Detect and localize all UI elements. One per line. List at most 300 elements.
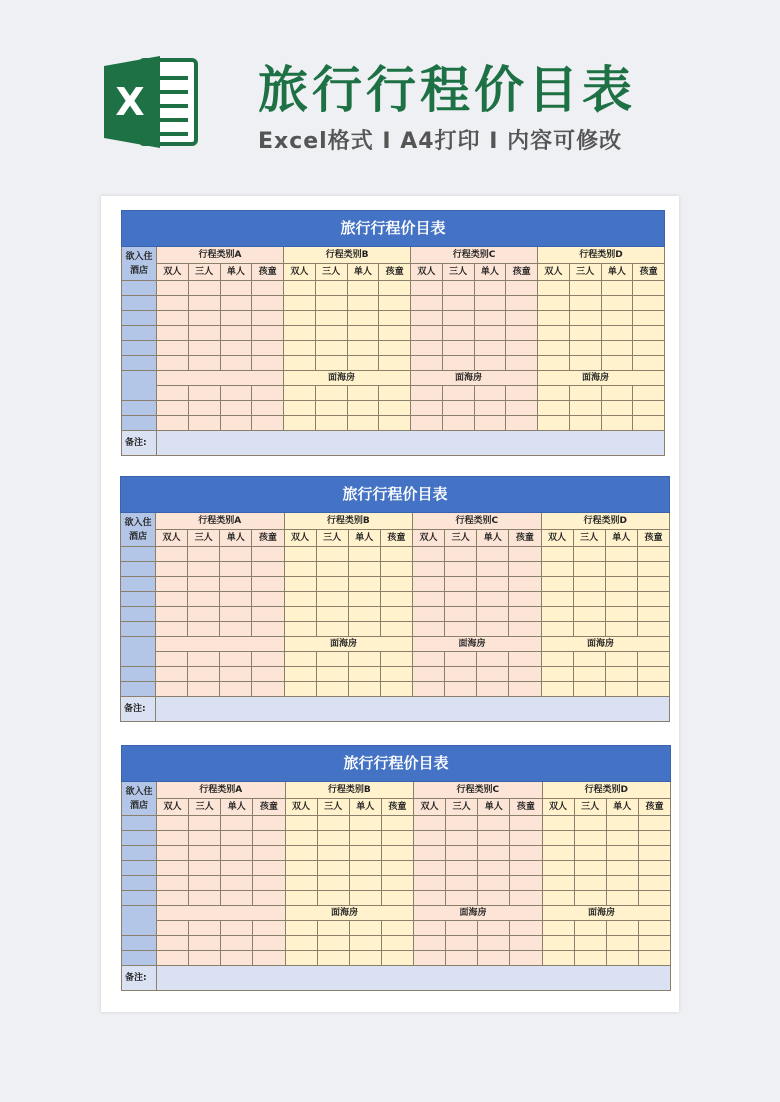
price-cell[interactable] <box>381 831 413 846</box>
price-cell[interactable] <box>633 341 665 356</box>
price-cell[interactable] <box>414 951 446 966</box>
price-cell[interactable] <box>542 876 574 891</box>
price-cell[interactable] <box>538 326 570 341</box>
price-cell[interactable] <box>446 861 478 876</box>
price-cell[interactable] <box>252 577 284 592</box>
sea-room-cell[interactable] <box>157 906 286 921</box>
price-cell[interactable] <box>156 607 188 622</box>
price-cell[interactable] <box>574 861 606 876</box>
price-cell[interactable] <box>605 667 637 682</box>
price-cell[interactable] <box>347 386 379 401</box>
price-cell[interactable] <box>445 562 477 577</box>
price-cell[interactable] <box>411 326 443 341</box>
price-cell[interactable] <box>477 607 509 622</box>
price-cell[interactable] <box>381 891 413 906</box>
price-cell[interactable] <box>252 607 284 622</box>
price-cell[interactable] <box>315 296 347 311</box>
hotel-cell[interactable] <box>122 861 157 876</box>
price-cell[interactable] <box>221 861 253 876</box>
price-cell[interactable] <box>573 682 605 697</box>
price-cell[interactable] <box>506 326 538 341</box>
price-cell[interactable] <box>414 816 446 831</box>
price-cell[interactable] <box>381 846 413 861</box>
price-cell[interactable] <box>445 592 477 607</box>
price-cell[interactable] <box>157 846 189 861</box>
price-cell[interactable] <box>380 592 412 607</box>
price-cell[interactable] <box>220 607 252 622</box>
price-cell[interactable] <box>474 416 506 431</box>
price-cell[interactable] <box>442 326 474 341</box>
price-cell[interactable] <box>541 652 573 667</box>
price-cell[interactable] <box>413 547 445 562</box>
price-cell[interactable] <box>601 356 633 371</box>
price-cell[interactable] <box>316 682 348 697</box>
price-cell[interactable] <box>442 356 474 371</box>
price-cell[interactable] <box>541 622 573 637</box>
price-cell[interactable] <box>605 577 637 592</box>
price-cell[interactable] <box>569 386 601 401</box>
price-cell[interactable] <box>253 951 285 966</box>
price-cell[interactable] <box>316 577 348 592</box>
price-cell[interactable] <box>252 682 284 697</box>
price-cell[interactable] <box>348 667 380 682</box>
price-cell[interactable] <box>349 831 381 846</box>
price-cell[interactable] <box>188 577 220 592</box>
price-cell[interactable] <box>605 622 637 637</box>
price-cell[interactable] <box>220 311 252 326</box>
price-cell[interactable] <box>285 951 317 966</box>
price-cell[interactable] <box>606 891 638 906</box>
price-cell[interactable] <box>542 936 574 951</box>
price-cell[interactable] <box>380 667 412 682</box>
price-cell[interactable] <box>414 891 446 906</box>
price-cell[interactable] <box>348 652 380 667</box>
price-cell[interactable] <box>157 326 189 341</box>
price-cell[interactable] <box>542 891 574 906</box>
price-cell[interactable] <box>157 311 189 326</box>
price-cell[interactable] <box>413 622 445 637</box>
price-cell[interactable] <box>478 936 510 951</box>
price-cell[interactable] <box>284 341 316 356</box>
price-cell[interactable] <box>220 326 252 341</box>
price-cell[interactable] <box>569 326 601 341</box>
price-cell[interactable] <box>380 682 412 697</box>
price-cell[interactable] <box>606 831 638 846</box>
price-cell[interactable] <box>506 356 538 371</box>
price-cell[interactable] <box>379 386 411 401</box>
price-cell[interactable] <box>474 356 506 371</box>
price-cell[interactable] <box>478 846 510 861</box>
price-cell[interactable] <box>220 562 252 577</box>
price-cell[interactable] <box>285 816 317 831</box>
price-cell[interactable] <box>349 951 381 966</box>
price-cell[interactable] <box>601 326 633 341</box>
price-cell[interactable] <box>606 936 638 951</box>
hotel-cell[interactable] <box>121 562 156 577</box>
price-cell[interactable] <box>638 831 670 846</box>
price-cell[interactable] <box>157 861 189 876</box>
price-cell[interactable] <box>253 936 285 951</box>
price-cell[interactable] <box>538 401 570 416</box>
price-cell[interactable] <box>573 577 605 592</box>
price-cell[interactable] <box>316 622 348 637</box>
price-cell[interactable] <box>348 577 380 592</box>
price-cell[interactable] <box>285 921 317 936</box>
price-cell[interactable] <box>349 816 381 831</box>
price-cell[interactable] <box>478 816 510 831</box>
price-cell[interactable] <box>315 311 347 326</box>
price-cell[interactable] <box>381 816 413 831</box>
price-cell[interactable] <box>509 607 541 622</box>
price-cell[interactable] <box>220 356 252 371</box>
price-cell[interactable] <box>347 341 379 356</box>
hotel-cell[interactable] <box>121 592 156 607</box>
price-cell[interactable] <box>510 876 542 891</box>
price-cell[interactable] <box>157 816 189 831</box>
notes-field[interactable] <box>156 697 670 722</box>
hotel-cell[interactable] <box>122 326 157 341</box>
price-cell[interactable] <box>188 416 220 431</box>
price-cell[interactable] <box>506 311 538 326</box>
hotel-cell[interactable] <box>122 371 157 401</box>
price-cell[interactable] <box>414 921 446 936</box>
price-cell[interactable] <box>317 951 349 966</box>
price-cell[interactable] <box>569 401 601 416</box>
price-cell[interactable] <box>601 296 633 311</box>
price-cell[interactable] <box>157 876 189 891</box>
hotel-cell[interactable] <box>121 607 156 622</box>
price-cell[interactable] <box>317 921 349 936</box>
price-cell[interactable] <box>348 547 380 562</box>
price-cell[interactable] <box>284 652 316 667</box>
price-cell[interactable] <box>574 876 606 891</box>
price-cell[interactable] <box>445 652 477 667</box>
price-cell[interactable] <box>188 311 220 326</box>
price-cell[interactable] <box>252 652 284 667</box>
price-cell[interactable] <box>538 386 570 401</box>
price-cell[interactable] <box>477 577 509 592</box>
price-cell[interactable] <box>380 622 412 637</box>
price-cell[interactable] <box>541 682 573 697</box>
price-cell[interactable] <box>574 936 606 951</box>
price-cell[interactable] <box>252 311 284 326</box>
price-cell[interactable] <box>157 936 189 951</box>
price-cell[interactable] <box>317 831 349 846</box>
price-cell[interactable] <box>606 861 638 876</box>
price-cell[interactable] <box>637 592 669 607</box>
price-cell[interactable] <box>284 547 316 562</box>
price-cell[interactable] <box>474 341 506 356</box>
price-cell[interactable] <box>542 921 574 936</box>
price-cell[interactable] <box>633 326 665 341</box>
price-cell[interactable] <box>569 341 601 356</box>
price-cell[interactable] <box>573 547 605 562</box>
price-cell[interactable] <box>317 891 349 906</box>
price-cell[interactable] <box>188 296 220 311</box>
price-cell[interactable] <box>509 682 541 697</box>
price-cell[interactable] <box>157 296 189 311</box>
price-cell[interactable] <box>252 296 284 311</box>
price-cell[interactable] <box>316 667 348 682</box>
price-cell[interactable] <box>348 562 380 577</box>
price-cell[interactable] <box>474 311 506 326</box>
notes-field[interactable] <box>157 431 665 456</box>
price-cell[interactable] <box>510 951 542 966</box>
price-cell[interactable] <box>156 562 188 577</box>
price-cell[interactable] <box>637 652 669 667</box>
price-cell[interactable] <box>349 921 381 936</box>
price-cell[interactable] <box>605 562 637 577</box>
price-cell[interactable] <box>411 356 443 371</box>
price-cell[interactable] <box>284 326 316 341</box>
price-cell[interactable] <box>284 416 316 431</box>
sea-room-cell[interactable] <box>156 637 285 652</box>
price-cell[interactable] <box>569 311 601 326</box>
price-cell[interactable] <box>542 816 574 831</box>
price-cell[interactable] <box>284 607 316 622</box>
price-cell[interactable] <box>633 296 665 311</box>
price-cell[interactable] <box>252 401 284 416</box>
price-cell[interactable] <box>541 577 573 592</box>
price-cell[interactable] <box>381 921 413 936</box>
price-cell[interactable] <box>542 951 574 966</box>
price-cell[interactable] <box>477 547 509 562</box>
price-cell[interactable] <box>157 416 189 431</box>
price-cell[interactable] <box>478 861 510 876</box>
price-cell[interactable] <box>252 386 284 401</box>
price-cell[interactable] <box>538 311 570 326</box>
price-cell[interactable] <box>253 846 285 861</box>
price-cell[interactable] <box>315 281 347 296</box>
price-cell[interactable] <box>284 667 316 682</box>
price-cell[interactable] <box>637 667 669 682</box>
price-cell[interactable] <box>188 547 220 562</box>
price-cell[interactable] <box>379 281 411 296</box>
price-cell[interactable] <box>446 921 478 936</box>
price-cell[interactable] <box>381 861 413 876</box>
price-cell[interactable] <box>506 281 538 296</box>
price-cell[interactable] <box>189 876 221 891</box>
price-cell[interactable] <box>637 577 669 592</box>
notes-field[interactable] <box>157 966 671 991</box>
price-cell[interactable] <box>601 401 633 416</box>
price-cell[interactable] <box>637 547 669 562</box>
price-cell[interactable] <box>252 341 284 356</box>
price-cell[interactable] <box>156 547 188 562</box>
price-cell[interactable] <box>569 296 601 311</box>
price-cell[interactable] <box>446 816 478 831</box>
price-cell[interactable] <box>538 356 570 371</box>
price-cell[interactable] <box>510 891 542 906</box>
price-cell[interactable] <box>633 311 665 326</box>
price-cell[interactable] <box>509 652 541 667</box>
price-cell[interactable] <box>380 607 412 622</box>
price-cell[interactable] <box>189 891 221 906</box>
hotel-cell[interactable] <box>122 846 157 861</box>
price-cell[interactable] <box>317 846 349 861</box>
price-cell[interactable] <box>252 416 284 431</box>
price-cell[interactable] <box>538 281 570 296</box>
price-cell[interactable] <box>220 547 252 562</box>
price-cell[interactable] <box>605 607 637 622</box>
price-cell[interactable] <box>541 592 573 607</box>
price-cell[interactable] <box>477 622 509 637</box>
price-cell[interactable] <box>381 951 413 966</box>
price-cell[interactable] <box>252 547 284 562</box>
price-cell[interactable] <box>349 861 381 876</box>
price-cell[interactable] <box>478 891 510 906</box>
price-cell[interactable] <box>509 667 541 682</box>
price-cell[interactable] <box>445 577 477 592</box>
hotel-cell[interactable] <box>121 637 156 667</box>
price-cell[interactable] <box>509 577 541 592</box>
price-cell[interactable] <box>189 951 221 966</box>
price-cell[interactable] <box>413 607 445 622</box>
hotel-cell[interactable] <box>122 281 157 296</box>
price-cell[interactable] <box>252 562 284 577</box>
price-cell[interactable] <box>606 816 638 831</box>
price-cell[interactable] <box>478 951 510 966</box>
price-cell[interactable] <box>157 921 189 936</box>
price-cell[interactable] <box>188 622 220 637</box>
price-cell[interactable] <box>601 311 633 326</box>
hotel-cell[interactable] <box>122 356 157 371</box>
price-cell[interactable] <box>347 311 379 326</box>
price-cell[interactable] <box>633 401 665 416</box>
price-cell[interactable] <box>633 281 665 296</box>
price-cell[interactable] <box>220 341 252 356</box>
price-cell[interactable] <box>188 341 220 356</box>
price-cell[interactable] <box>381 876 413 891</box>
price-cell[interactable] <box>188 682 220 697</box>
price-cell[interactable] <box>638 936 670 951</box>
price-cell[interactable] <box>606 951 638 966</box>
price-cell[interactable] <box>414 861 446 876</box>
price-cell[interactable] <box>189 831 221 846</box>
price-cell[interactable] <box>601 416 633 431</box>
price-cell[interactable] <box>414 831 446 846</box>
hotel-cell[interactable] <box>121 667 156 682</box>
price-cell[interactable] <box>316 607 348 622</box>
price-cell[interactable] <box>638 816 670 831</box>
price-cell[interactable] <box>284 401 316 416</box>
price-cell[interactable] <box>601 341 633 356</box>
price-cell[interactable] <box>189 816 221 831</box>
price-cell[interactable] <box>478 831 510 846</box>
price-cell[interactable] <box>157 281 189 296</box>
price-cell[interactable] <box>446 951 478 966</box>
price-cell[interactable] <box>478 921 510 936</box>
price-cell[interactable] <box>380 562 412 577</box>
price-cell[interactable] <box>157 356 189 371</box>
price-cell[interactable] <box>474 401 506 416</box>
price-cell[interactable] <box>379 416 411 431</box>
price-cell[interactable] <box>316 562 348 577</box>
price-cell[interactable] <box>315 401 347 416</box>
price-cell[interactable] <box>284 592 316 607</box>
price-cell[interactable] <box>188 281 220 296</box>
price-cell[interactable] <box>349 846 381 861</box>
price-cell[interactable] <box>573 562 605 577</box>
price-cell[interactable] <box>510 846 542 861</box>
price-cell[interactable] <box>574 951 606 966</box>
price-cell[interactable] <box>510 921 542 936</box>
price-cell[interactable] <box>442 386 474 401</box>
price-cell[interactable] <box>348 682 380 697</box>
price-cell[interactable] <box>379 326 411 341</box>
price-cell[interactable] <box>285 876 317 891</box>
price-cell[interactable] <box>446 831 478 846</box>
price-cell[interactable] <box>506 386 538 401</box>
price-cell[interactable] <box>445 667 477 682</box>
price-cell[interactable] <box>220 296 252 311</box>
price-cell[interactable] <box>316 592 348 607</box>
price-cell[interactable] <box>188 401 220 416</box>
price-cell[interactable] <box>542 861 574 876</box>
price-cell[interactable] <box>569 356 601 371</box>
price-cell[interactable] <box>569 281 601 296</box>
price-cell[interactable] <box>477 562 509 577</box>
price-cell[interactable] <box>379 311 411 326</box>
price-cell[interactable] <box>156 667 188 682</box>
price-cell[interactable] <box>220 577 252 592</box>
price-cell[interactable] <box>633 386 665 401</box>
price-cell[interactable] <box>474 281 506 296</box>
price-cell[interactable] <box>541 607 573 622</box>
price-cell[interactable] <box>284 311 316 326</box>
price-cell[interactable] <box>252 356 284 371</box>
price-cell[interactable] <box>188 592 220 607</box>
price-cell[interactable] <box>414 876 446 891</box>
price-cell[interactable] <box>637 682 669 697</box>
price-cell[interactable] <box>380 547 412 562</box>
price-cell[interactable] <box>574 891 606 906</box>
price-cell[interactable] <box>220 652 252 667</box>
price-cell[interactable] <box>413 667 445 682</box>
price-cell[interactable] <box>506 416 538 431</box>
price-cell[interactable] <box>284 281 316 296</box>
price-cell[interactable] <box>189 921 221 936</box>
price-cell[interactable] <box>349 876 381 891</box>
price-cell[interactable] <box>157 386 189 401</box>
price-cell[interactable] <box>601 281 633 296</box>
price-cell[interactable] <box>506 401 538 416</box>
hotel-cell[interactable] <box>122 936 157 951</box>
price-cell[interactable] <box>221 846 253 861</box>
price-cell[interactable] <box>509 547 541 562</box>
price-cell[interactable] <box>637 607 669 622</box>
price-cell[interactable] <box>349 891 381 906</box>
price-cell[interactable] <box>188 356 220 371</box>
price-cell[interactable] <box>509 592 541 607</box>
price-cell[interactable] <box>317 816 349 831</box>
price-cell[interactable] <box>220 682 252 697</box>
price-cell[interactable] <box>638 891 670 906</box>
price-cell[interactable] <box>315 341 347 356</box>
price-cell[interactable] <box>317 876 349 891</box>
price-cell[interactable] <box>317 936 349 951</box>
price-cell[interactable] <box>411 311 443 326</box>
price-cell[interactable] <box>474 296 506 311</box>
price-cell[interactable] <box>541 562 573 577</box>
price-cell[interactable] <box>633 416 665 431</box>
hotel-cell[interactable] <box>122 416 157 431</box>
price-cell[interactable] <box>445 622 477 637</box>
price-cell[interactable] <box>220 416 252 431</box>
price-cell[interactable] <box>478 876 510 891</box>
price-cell[interactable] <box>605 592 637 607</box>
price-cell[interactable] <box>605 652 637 667</box>
